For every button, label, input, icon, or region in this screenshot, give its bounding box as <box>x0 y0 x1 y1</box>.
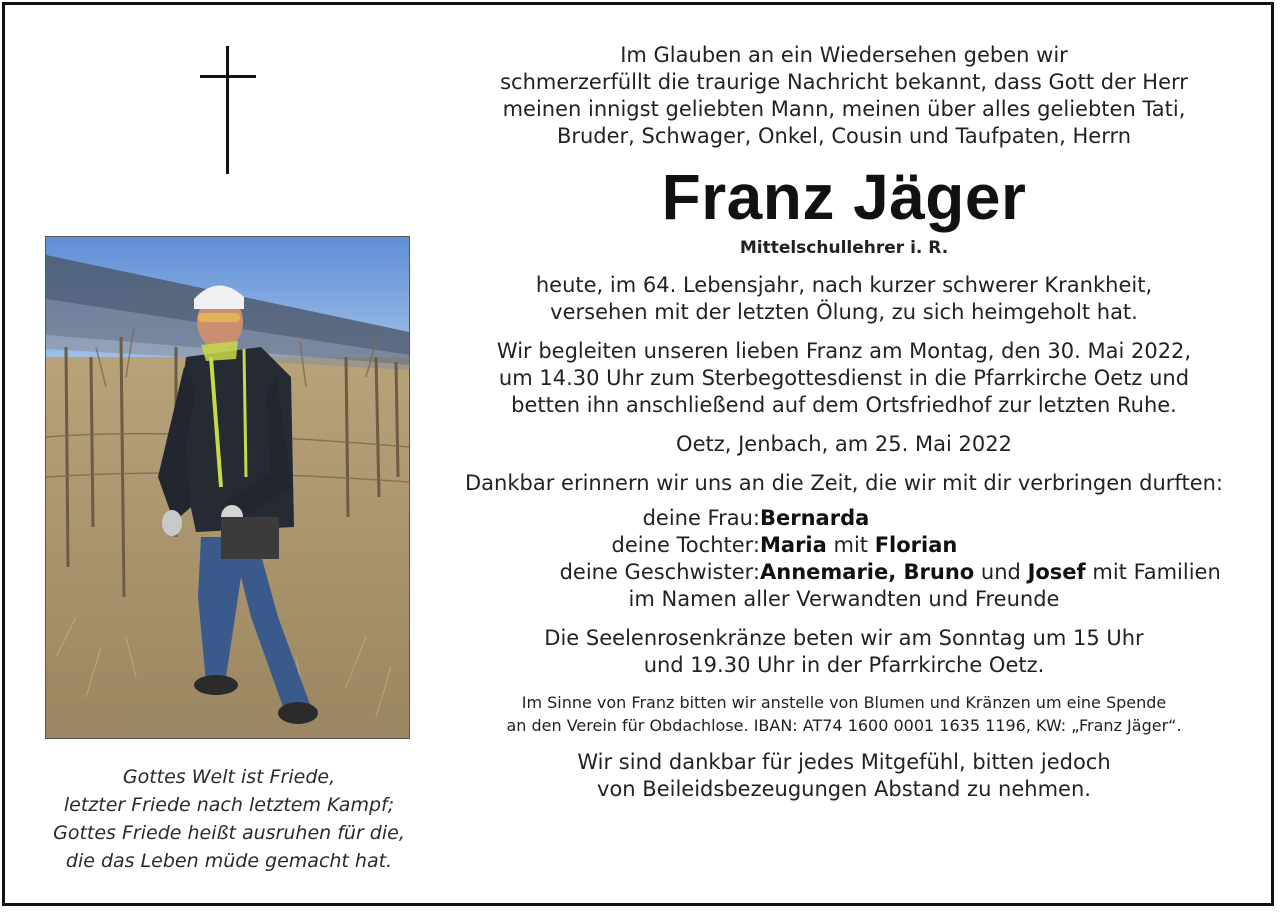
family-list <box>448 505 1240 613</box>
family-label: deine Frau: <box>642 506 760 530</box>
rosary-paragraph <box>448 625 1240 679</box>
family-row-siblings <box>448 559 1240 586</box>
cross-icon <box>200 46 256 174</box>
relatives-line: im Namen aller Verwandten und Freunde <box>628 587 1060 611</box>
family-name: Josef <box>1027 560 1086 584</box>
death-line: heute, im 64. Lebensjahr, nach kurzer schwerer Krankheit, <box>535 273 1153 297</box>
funeral-line: betten ihn anschließend auf dem Ortsfriedhof zur letzten Ruhe. <box>511 393 1177 417</box>
funeral-line: Wir begleiten unseren lieben Franz am Montag, den 30. Mai 2022, <box>496 339 1192 363</box>
donation-line: an den Verein für Obdachlose. IBAN: AT74 1600 0001 1635 1196, KW: „Franz Jäger“. <box>506 716 1182 735</box>
portrait-photo <box>45 236 410 739</box>
donation-paragraph <box>448 691 1240 737</box>
deceased-title: Mittelschullehrer i. R. <box>739 238 949 258</box>
deceased-name: Franz Jäger <box>661 161 1027 233</box>
donation-line: Im Sinne von Franz bitten wir anstelle von Blumen und Kränzen um eine Spende <box>521 693 1167 712</box>
family-suffix: mit Familien <box>1092 560 1221 584</box>
family-name: Maria <box>760 533 827 557</box>
thanks-line: Dankbar erinnern wir uns an die Zeit, die wir mit dir verbringen durften: <box>465 471 1223 495</box>
intro-line: Bruder, Schwager, Onkel, Cousin und Taufpaten, Herrn <box>556 124 1132 148</box>
death-paragraph <box>448 272 1240 326</box>
closing-line: von Beileidsbezeugungen Abstand zu nehmen. <box>597 777 1091 801</box>
funeral-paragraph <box>448 338 1240 419</box>
family-label: deine Geschwister: <box>559 560 760 584</box>
poem-line: die das Leben müde gemacht hat. <box>65 850 393 872</box>
family-row-wife <box>448 505 1240 532</box>
family-name: Bernarda <box>760 506 870 530</box>
intro-line: Im Glauben an ein Wiedersehen geben wir <box>620 43 1068 67</box>
family-label: deine Tochter: <box>611 533 760 557</box>
rosary-line: Die Seelenrosenkränze beten wir am Sonntag um 15 Uhr <box>544 626 1144 650</box>
intro-line: meinen innigst geliebten Mann, meinen über alles geliebten Tati, <box>502 97 1186 121</box>
poem-line: letzter Friede nach letztem Kampf; <box>63 794 395 816</box>
family-row-daughter <box>448 532 1240 559</box>
death-line: versehen mit der letzten Ölung, zu sich heimgeholt hat. <box>550 300 1138 324</box>
closing-paragraph <box>448 749 1240 803</box>
funeral-line: um 14.30 Uhr zum Sterbegottesdienst in die Pfarrkirche Oetz und <box>498 366 1190 390</box>
poem <box>20 763 438 875</box>
family-connector: und <box>980 560 1021 584</box>
poem-line: Gottes Friede heißt ausruhen für die, <box>53 822 405 844</box>
family-connector: mit <box>833 533 869 557</box>
rosary-line: und 19.30 Uhr in der Pfarrkirche Oetz. <box>643 653 1045 677</box>
intro-paragraph <box>448 42 1240 150</box>
family-name: Annemarie, Bruno <box>760 560 975 584</box>
obituary-text <box>448 40 1240 803</box>
family-name: Florian <box>874 533 958 557</box>
place-date: Oetz, Jenbach, am 25. Mai 2022 <box>676 432 1012 456</box>
poem-line: Gottes Welt ist Friede, <box>122 766 336 788</box>
intro-line: schmerzerfüllt die traurige Nachricht bekannt, dass Gott der Herr <box>500 70 1188 94</box>
closing-line: Wir sind dankbar für jedes Mitgefühl, bitten jedoch <box>577 750 1111 774</box>
